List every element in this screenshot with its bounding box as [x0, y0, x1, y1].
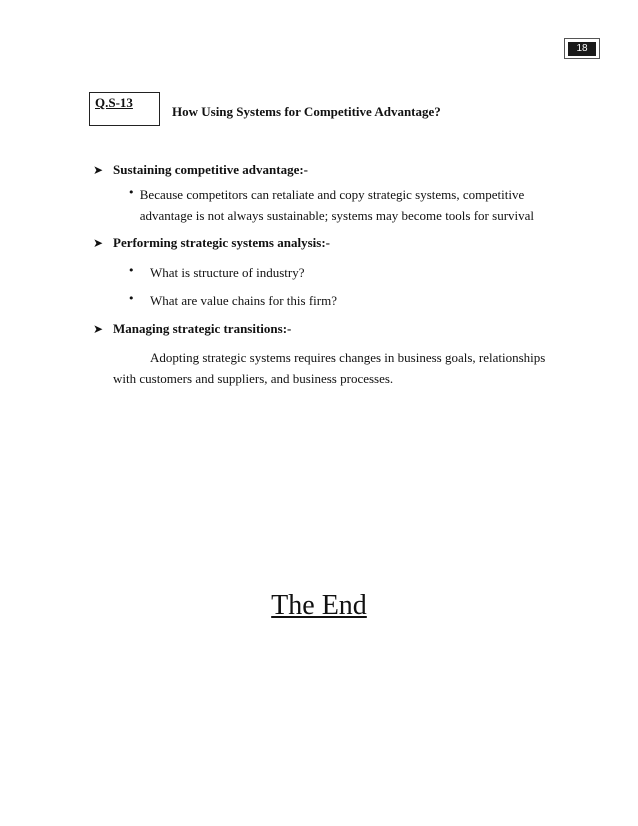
question-label-box — [89, 92, 160, 126]
arrow-bullet-icon: ➤ — [93, 322, 104, 336]
section-heading-text: Managing strategic transitions:- — [113, 321, 292, 336]
body-paragraph: Adopting strategic systems requires changes in business goals, relationships with customers and suppliers, and business processes. — [113, 350, 546, 386]
bullet-dot-icon: • — [128, 292, 135, 305]
section-heading — [93, 235, 330, 251]
section-heading-text: Performing strategic systems analysis:- — [113, 235, 330, 250]
closing-title-text: The End — [271, 590, 367, 621]
list-item — [128, 184, 558, 226]
question-title: How Using Systems for Competitive Advantage? — [172, 104, 441, 119]
page-number-frame — [564, 38, 600, 59]
closing-title — [0, 590, 638, 622]
list-item — [128, 262, 305, 283]
section-heading — [93, 321, 291, 337]
list-item-text: Because competitors can retaliate and copy strategic systems, competitive advantage is not always sustainable; systems may become tools for survival — [139, 187, 535, 223]
list-item-text: What are value chains for this firm? — [150, 293, 337, 308]
arrow-bullet-icon: ➤ — [93, 236, 104, 250]
bullet-dot-icon: • — [128, 186, 135, 199]
arrow-bullet-icon: ➤ — [93, 163, 104, 177]
list-item — [128, 290, 337, 311]
question-label: Q.S-13 — [95, 95, 133, 110]
bullet-dot-icon: • — [128, 264, 135, 277]
page-number: 18 — [568, 42, 596, 56]
section-heading-text: Sustaining competitive advantage:- — [113, 162, 308, 177]
section-heading — [93, 162, 308, 178]
list-item-text: What is structure of industry? — [150, 265, 305, 280]
